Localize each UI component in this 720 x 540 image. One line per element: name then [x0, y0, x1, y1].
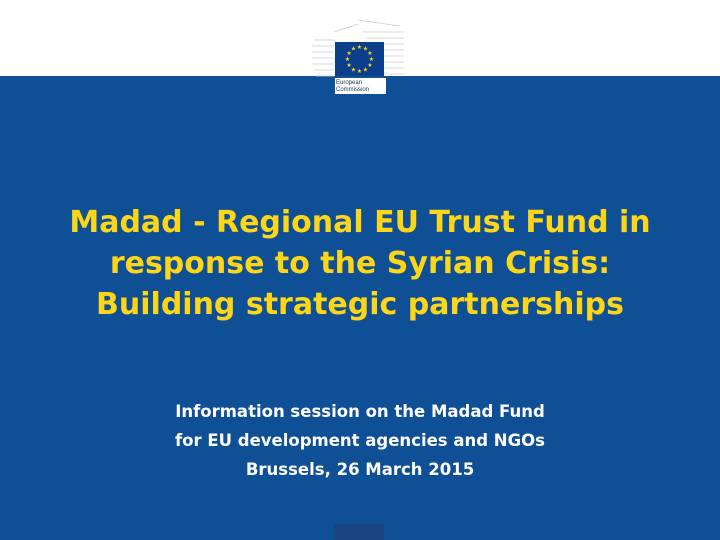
title-line-3: Building strategic partnerships: [96, 287, 624, 322]
svg-text:★: ★: [350, 66, 357, 74]
title-line-2: response to the Syrian Crisis:: [109, 246, 611, 281]
svg-text:★: ★: [368, 56, 375, 63]
svg-text:★: ★: [362, 66, 369, 74]
svg-text:★: ★: [346, 62, 352, 69]
svg-text:★: ★: [356, 68, 363, 75]
subtitle-line-1: Information session on the Madad Fund: [175, 402, 545, 421]
subtitle-line-2: for EU development agencies and NGOs: [174, 431, 546, 450]
footer-tab: [334, 524, 384, 540]
svg-text:★: ★: [356, 44, 363, 51]
slide-subtitle: [20, 397, 700, 484]
logo-text-line-1: European: [336, 80, 363, 86]
svg-text:★: ★: [350, 45, 357, 53]
slide-title: [20, 202, 700, 325]
logo-text: [335, 78, 386, 94]
svg-text:★: ★: [367, 62, 373, 69]
svg-text:★: ★: [346, 50, 352, 57]
logo-text-line-2: Commission: [336, 87, 370, 93]
subtitle-line-3: Brussels, 26 March 2015: [245, 460, 475, 479]
title-line-1: Madad - Regional EU Trust Fund in: [69, 205, 651, 240]
svg-text:★: ★: [367, 50, 373, 57]
svg-text:★: ★: [344, 56, 351, 63]
svg-text:★: ★: [362, 45, 369, 53]
